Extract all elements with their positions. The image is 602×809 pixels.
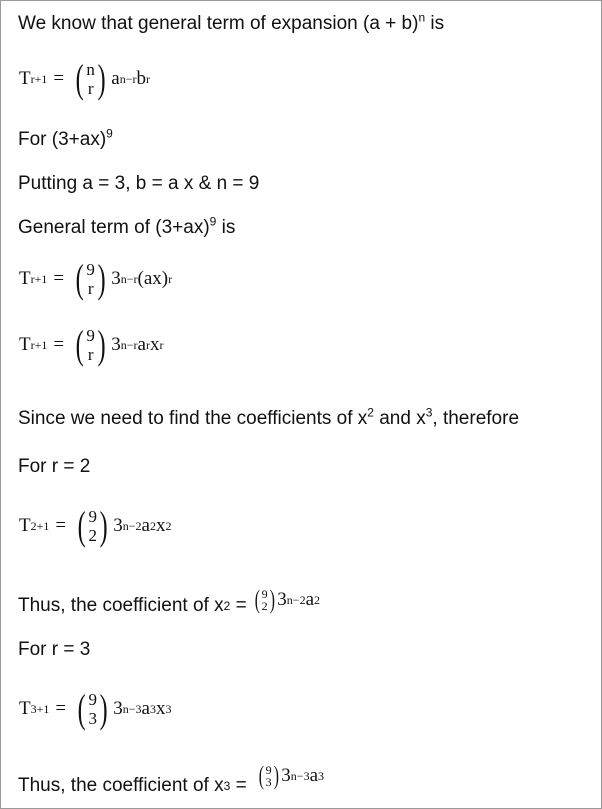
base-x: x	[155, 515, 166, 536]
since-text-c: , therefore	[432, 408, 520, 429]
formula-term-expanded: T r+1 = ( 9 r ) 3 n−r a r x r	[19, 322, 164, 367]
intro-exponent: n	[418, 10, 426, 25]
base-b: b	[136, 68, 146, 89]
base-three: 3	[113, 698, 123, 719]
term-symbol: T	[19, 698, 31, 719]
coefficient-x2-value: ( 9 2 ) 3 n−2 a 2	[254, 585, 321, 614]
since-exp-2: 2	[367, 405, 374, 420]
term-symbol: T	[19, 68, 31, 89]
right-paren: )	[269, 585, 275, 614]
since-text-b: and x	[373, 408, 426, 429]
base-a: a	[141, 515, 150, 536]
binomial-bottom: 2	[261, 599, 268, 613]
since-text-a: Since we need to find the coefficients of x	[18, 408, 368, 429]
binomial-coefficient	[73, 322, 108, 367]
coefficient-x2-line: Thus, the coefficient of x 2 = ( 9 2 ) 3 n−2 a 2	[18, 585, 321, 616]
ax-term: (ax)	[137, 268, 169, 289]
since-exp-3: 3	[425, 405, 433, 420]
base-a: a	[111, 68, 120, 89]
right-paren: )	[97, 56, 106, 101]
base-three: 3	[111, 334, 121, 355]
coefficient-x3-equals: =	[230, 775, 252, 796]
general-term-line	[18, 214, 236, 239]
binomial-stack	[88, 507, 97, 545]
right-paren: )	[273, 761, 279, 790]
base-a: a	[309, 765, 319, 786]
term-symbol: T	[19, 334, 31, 355]
base-three: 3	[113, 515, 123, 536]
binomial-top: n	[86, 60, 95, 79]
binomial-top: 9	[86, 260, 95, 279]
coefficient-x3-value: ( 9 3 ) 3 n−3 a 3	[258, 761, 325, 790]
left-paren: (	[77, 503, 86, 548]
formula-general-term: T r+1 = ( n r ) a n−r b r	[19, 56, 150, 101]
term-symbol: T	[19, 268, 31, 289]
for-r3-line: For r = 3	[18, 639, 91, 660]
base-three: 3	[281, 765, 291, 786]
binomial-top: 9	[88, 507, 97, 526]
coefficient-x2-equals: =	[230, 595, 252, 616]
left-paren: (	[77, 686, 86, 731]
binomial-top: 9	[265, 763, 272, 777]
right-paren: )	[97, 322, 106, 367]
binomial-bottom: 3	[265, 775, 272, 789]
binomial-stack	[266, 764, 272, 788]
left-paren: (	[75, 56, 84, 101]
binomial-stack	[86, 260, 95, 298]
binomial-top: 9	[261, 587, 268, 601]
base-x: x	[155, 698, 166, 719]
intro-line	[18, 10, 445, 35]
binomial-bottom: 3	[88, 709, 97, 728]
general-term-exponent: 9	[209, 214, 217, 229]
binomial-coefficient	[73, 56, 108, 101]
base-a: a	[137, 334, 146, 355]
equals-sign: =	[53, 334, 65, 355]
binomial-top: 9	[86, 326, 95, 345]
term-symbol: T	[19, 515, 31, 536]
coefficient-x2-text: Thus, the coefficient of x	[18, 595, 224, 616]
since-line	[18, 405, 520, 430]
for-r2-line: For r = 2	[18, 456, 91, 477]
right-paren: )	[97, 256, 106, 301]
right-paren: )	[99, 503, 108, 548]
for-expression-exponent: 9	[106, 126, 113, 141]
binomial-stack	[88, 690, 97, 728]
coefficient-x3-line: Thus, the coefficient of x 3 = ( 9 3 ) 3 n−3 a 3	[18, 761, 325, 796]
equals-sign: =	[53, 68, 65, 89]
equals-sign: =	[55, 698, 67, 719]
formula-term-r2: T 2+1 = ( 9 2 ) 3 n−2 a 2 x 2	[19, 503, 172, 548]
binomial-coefficient	[75, 686, 110, 731]
left-paren: (	[254, 585, 260, 614]
intro-text: We know that general term of expansion (a + b)	[18, 13, 419, 34]
coefficient-x3-text: Thus, the coefficient of x	[18, 775, 224, 796]
binomial-stack	[86, 60, 95, 98]
putting-line: Putting a = 3, b = a x & n = 9	[18, 173, 260, 194]
binomial-stack	[86, 326, 95, 364]
base-a: a	[141, 698, 150, 719]
left-paren: (	[75, 322, 84, 367]
formula-term-r3: T 3+1 = ( 9 3 ) 3 n−3 a 3 x 3	[19, 686, 172, 731]
binomial-coefficient	[73, 256, 108, 301]
for-expression-text: For (3+ax)	[18, 129, 107, 150]
formula-term-3-ax: T r+1 = ( 9 r ) 3 n−r (ax) r	[19, 256, 173, 301]
base-three: 3	[111, 268, 121, 289]
binomial-stack	[262, 588, 268, 612]
equals-sign: =	[53, 268, 65, 289]
binomial-bottom: r	[87, 279, 94, 298]
for-expression-line	[18, 126, 113, 151]
base-three: 3	[277, 589, 287, 610]
base-a: a	[305, 589, 315, 610]
small-binomial	[253, 587, 276, 613]
intro-end: is	[425, 13, 445, 34]
right-paren: )	[99, 686, 108, 731]
binomial-bottom: r	[87, 79, 94, 98]
left-paren: (	[75, 256, 84, 301]
general-term-text: General term of (3+ax)	[18, 217, 210, 238]
left-paren: (	[258, 761, 264, 790]
binomial-top: 9	[88, 690, 97, 709]
binomial-bottom: r	[87, 345, 94, 364]
small-binomial	[257, 763, 280, 789]
base-x: x	[149, 334, 160, 355]
binomial-bottom: 2	[88, 526, 97, 545]
general-term-end: is	[216, 217, 236, 238]
binomial-coefficient	[75, 503, 110, 548]
equals-sign: =	[55, 515, 67, 536]
